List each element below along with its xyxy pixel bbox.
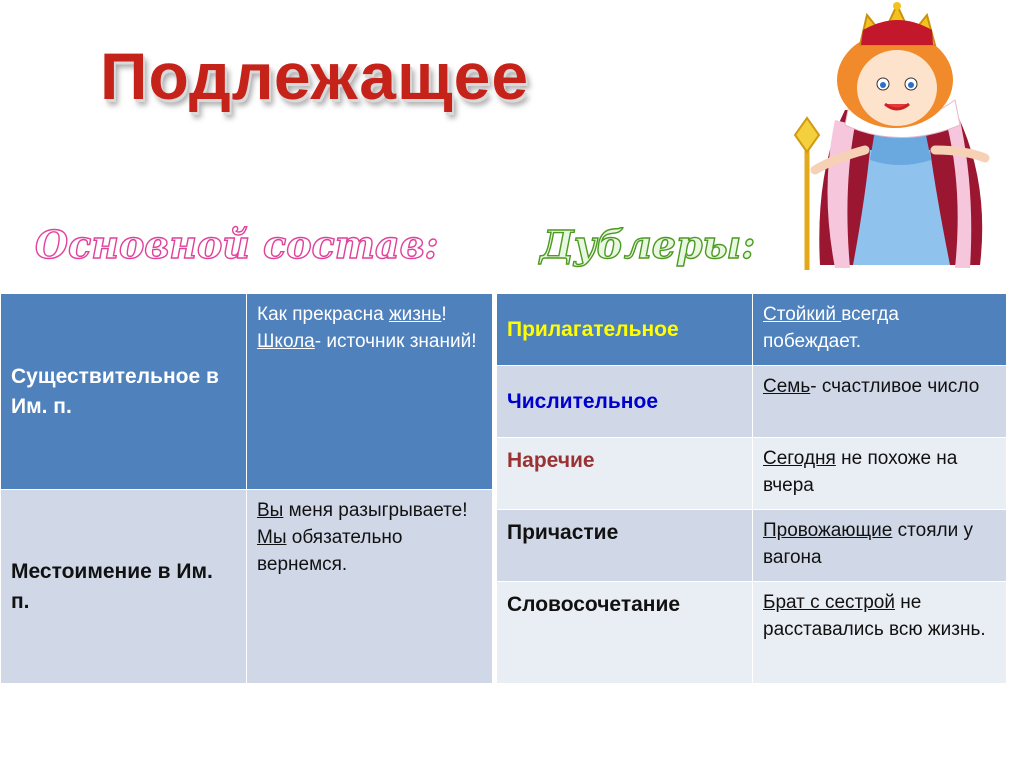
table-row [497,294,1007,366]
term-cell [1,294,247,490]
underlined-text: Мы [257,526,287,548]
queen-cartoon-icon [775,0,1020,280]
left-heading: Основной состав: [35,222,439,267]
term-label: Словосочетание [507,593,681,616]
term-label: Наречие [507,449,595,472]
right-heading: Дублеры: [540,222,756,267]
example-text: меня разыгрываете! [283,500,468,521]
example-text: обязательно вернемся. [257,526,403,575]
example-cell [247,490,493,684]
example-cell [753,366,1007,438]
term-cell [497,294,753,366]
table-row [497,366,1007,438]
term-label: Местоимение в Им. п. [11,559,213,613]
underlined-text: жизнь [388,304,442,325]
underlined-text: Брат с сестрой [763,592,895,613]
example-text: - счастливое число [810,376,980,397]
table-row [1,294,493,490]
example-text: стояли у вагона [763,520,973,568]
example-cell [753,438,1007,510]
underlined-text: Вы [257,500,284,521]
example-cell [753,510,1007,582]
table-row [1,490,493,684]
example-cell [753,294,1007,366]
term-label: Существительное в Им. п. [11,364,219,418]
term-cell [497,582,753,684]
table-row [497,438,1007,510]
example-text: не похоже на вчера [763,448,958,496]
term-label: Причастие [507,521,619,544]
example-text: всегда побеждает. [763,304,899,352]
example-text: не расставались всю жизнь. [763,592,986,640]
term-label: Прилагательное [507,317,679,341]
underlined-text: Сегодня [763,448,836,469]
underlined-text: Семь [763,376,811,397]
term-cell [497,366,753,438]
main-table [0,293,493,684]
slide-title: Подлежащее [100,39,530,113]
substitutes-table [496,293,1007,684]
table-row [497,582,1007,684]
term-cell [497,510,753,582]
term-label: Числительное [507,389,658,413]
example-text: - источник знаний! [314,330,477,352]
example-cell [753,582,1007,684]
term-cell [1,490,247,684]
table-row [497,510,1007,582]
example-cell [247,294,493,490]
term-cell [497,438,753,510]
underlined-text: Провожающие [763,520,893,541]
example-text: Как прекрасна [257,304,389,325]
example-text: ! [441,304,447,325]
underlined-text: Стойкий [763,304,842,325]
underlined-text: Школа [257,330,315,352]
